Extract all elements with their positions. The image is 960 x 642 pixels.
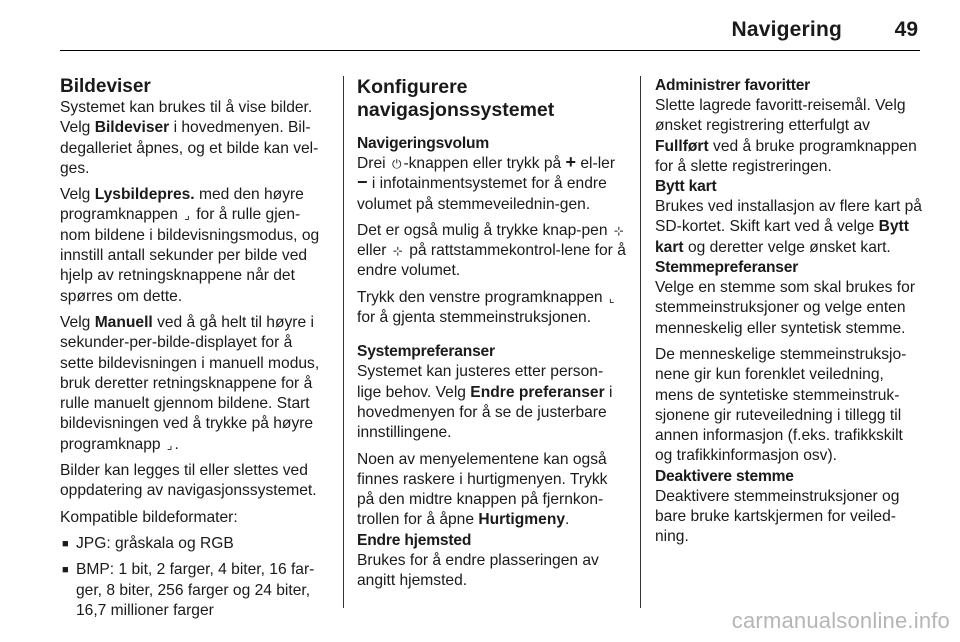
- column-divider-left: [343, 76, 344, 608]
- minus-icon: −: [357, 172, 368, 193]
- paragraph: Trykk den venstre programknappen ⌞ for å gjenta stemmeinstruksjonen.: [357, 288, 615, 327]
- paragraph: Drei ⏻ -knappen eller trykk på + el-ler − i infotainmentsystemet for å endre volumet på stemmeveilednin-gen.: [357, 152, 616, 213]
- page-header: [60, 14, 920, 51]
- right-softkey-icon: ⌟: [184, 208, 190, 223]
- column-middle: [357, 76, 627, 606]
- menu-term: Lysbildepres.: [94, 186, 195, 204]
- volume-up-icon: ⊹: [613, 223, 624, 238]
- menu-term: Bildeviser: [94, 119, 170, 137]
- menu-term: Hurtigmeny: [478, 511, 566, 529]
- paragraph: Velg Lysbildepres. med den høyre programknappen ⌟ for å rulle gjen-nom bildene i bildevisningsmodus, og innstill antall sekunder per bilde ved hjelp av retningsknappene når det spørres om dette.: [60, 186, 320, 305]
- paragraph: Slette lagrede favoritt-reisemål. Velg ønsket registrering etterfulgt av Fullført ved å bruke programknappen for å slette registreringen.: [655, 97, 917, 175]
- menu-term: Bytt kart: [655, 218, 909, 256]
- subsection-title: Administrer favoritter: [655, 77, 811, 94]
- menu-term: Fullført: [655, 137, 709, 155]
- paragraph: Brukes for å endre plasseringen av angitt hjemsted.: [357, 551, 599, 590]
- paragraph: Deaktivere stemmeinstruksjoner og bare bruke kartskjermen for veiled-ning.: [655, 487, 900, 546]
- subsection-title: Systempreferanser: [357, 343, 495, 361]
- list-item: ■ JPG: gråskala og RGB: [60, 534, 330, 554]
- power-knob-icon: ⏻: [391, 157, 402, 171]
- left-softkey-icon: ⌞: [608, 290, 615, 305]
- watermark: carmanualsonline.info: [731, 608, 950, 633]
- format-list: [60, 534, 330, 621]
- paragraph: Bilder kan legges til eller slettes ved oppdatering av navigasjonssystemet.: [60, 462, 317, 500]
- column-left: [60, 76, 330, 619]
- paragraph: De menneskelige stemmeinstruksjo-nene gir kun forenklet veiledning, mens de syntetiske stemmeinstruk-sjonene gir ruteveiledning i tillegg til annen informasjon (f.eks. trafikkskilt og trafikkinformasjon osv).: [655, 345, 907, 465]
- column-right: [655, 76, 923, 606]
- page-number: 49: [894, 18, 918, 41]
- subsection-title: Stemmepreferanser: [655, 259, 799, 277]
- header-title: Navigering: [731, 18, 842, 41]
- column-divider-right: [640, 76, 641, 608]
- paragraph: Systemet kan justeres etter person-lige behov. Velg Endre preferanser i hovedmenyen for å se de justerbare innstillingene.: [357, 363, 613, 442]
- bullet-icon: ■: [62, 564, 69, 577]
- paragraph: Velge en stemme som skal brukes for stemmeinstruksjoner og velge enten menneskelig eller syntetisk stemme.: [655, 279, 916, 337]
- section-heading-konfigurere: Konfigurere navigasjonssystemet: [357, 76, 555, 121]
- paragraph: Det er også mulig å trykke knap-pen ⊹ eller ⊹ på rattstammekontrol-lene for å endre volumet.: [357, 221, 626, 280]
- bullet-icon: ■: [62, 537, 69, 550]
- paragraph: Noen av menyelementene kan også finnes raskere i hurtigmenyen. Trykk på den midtre knappen på fjernkon-trollen for å åpne Hurtigmeny.: [357, 450, 608, 529]
- subsection-title: Deaktivere stemme: [655, 467, 794, 485]
- paragraph: Systemet kan brukes til å vise bilder. Velg Bildeviser i hovedmenyen. Bil-degalleriet åpnes, og et bilde kan vel-ges.: [60, 99, 319, 177]
- plus-icon: +: [565, 152, 577, 172]
- right-softkey-icon: ⌟: [166, 437, 173, 452]
- paragraph: Brukes ved installasjon av flere kart på SD-kortet. Skift kart ved å velge Bytt kart og deretter velge ønsket kart.: [655, 198, 922, 256]
- list-item: ■ BMP: 1 bit, 2 farger, 4 biter, 16 far-ger, 8 biter, 256 farger og 24 biter, 16,7 millioner farger: [62, 561, 315, 619]
- paragraph: Kompatible bildeformater:: [60, 508, 238, 526]
- volume-down-icon: ⊹: [392, 244, 403, 259]
- menu-term: Endre preferanser: [470, 383, 605, 401]
- subsection-title: Bytt kart: [655, 178, 717, 196]
- paragraph: Velg Manuell ved å gå helt til høyre i sekunder-per-bilde-displayet for å sette bildevisningen i manuell modus, bruk deretter retningsknappene for å rulle manuelt gjennom bildene. Start bildevisningen ved å trykke på høyre programknapp ⌟ .: [60, 313, 330, 455]
- subsection-title: Endre hjemsted: [357, 531, 472, 549]
- section-heading-bildeviser: Bildeviser: [60, 76, 151, 97]
- subsection-title: Navigeringsvolum: [357, 135, 489, 152]
- menu-term: Manuell: [94, 313, 153, 331]
